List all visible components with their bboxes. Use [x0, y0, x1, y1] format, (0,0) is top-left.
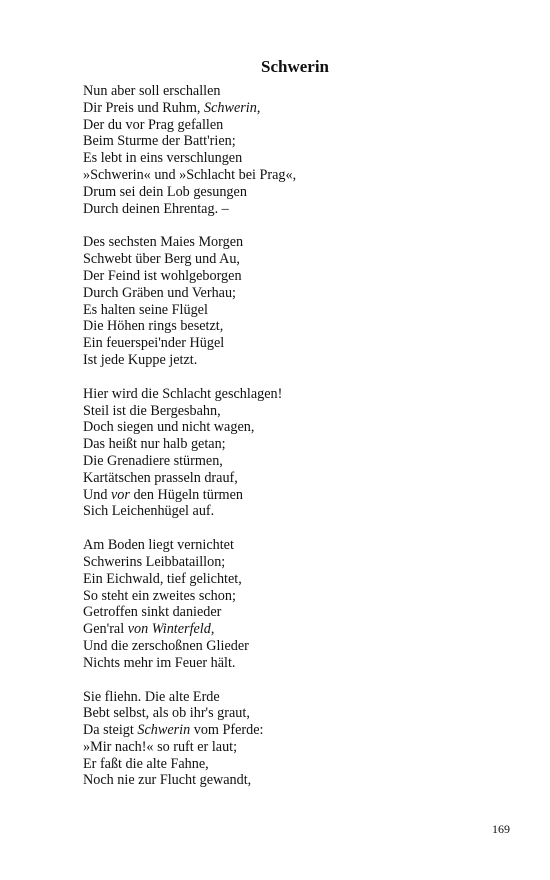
verse-text: Es halten seine Flügel [83, 301, 208, 318]
verse-text: Am Boden liegt vernichtet [83, 537, 234, 554]
verse-line [83, 403, 503, 420]
verse-line [83, 604, 503, 621]
verse-line [83, 772, 503, 789]
verse-text: Durch deinen Ehrentag. – [83, 200, 229, 217]
verse-line [83, 554, 503, 571]
verse-line [83, 335, 503, 352]
verse-line [83, 83, 503, 100]
italic-text: von Winterfeld [127, 621, 211, 638]
verse-text: Schwerins Leibbataillon; [83, 553, 226, 570]
verse-text: Nichts mehr im Feuer hält. [83, 654, 236, 671]
verse-text: Ein Eichwald, tief gelichtet, [83, 570, 242, 587]
verse-line [83, 571, 503, 588]
verse-text: Steil ist die Bergesbahn, [83, 402, 221, 419]
verse-line [83, 537, 503, 554]
verse-line [83, 453, 503, 470]
verse-line [83, 588, 503, 605]
verse-text: , [256, 99, 261, 116]
verse-text: Drum sei dein Lob gesungen [83, 183, 247, 200]
verse-text: Noch nie zur Flucht gewandt, [83, 772, 252, 789]
verse-text: Da steigt [83, 722, 138, 739]
verse-line [83, 436, 503, 453]
verse-text: Der du vor Prag gefallen [83, 116, 224, 133]
verse-line [83, 756, 503, 773]
verse-text: Das heißt nur halb getan; [83, 436, 226, 453]
stanza [83, 689, 503, 790]
verse-line [83, 352, 503, 369]
verse-line [83, 285, 503, 302]
verse-line [83, 268, 503, 285]
verse-text: »Mir nach!« so ruft er laut; [83, 738, 238, 755]
verse-line [83, 234, 503, 251]
verse-text: Ein feuerspei'nder Hügel [83, 335, 225, 352]
verse-text: Sie fliehn. Die alte Erde [83, 688, 220, 705]
verse-line [83, 167, 503, 184]
verse-text: Er faßt die alte Fahne, [83, 755, 209, 772]
verse-text: Des sechsten Maies Morgen [83, 234, 244, 251]
poem-body [83, 83, 503, 806]
verse-text: Es lebt in eins verschlungen [83, 150, 243, 167]
verse-line [83, 133, 503, 150]
stanza [83, 83, 503, 217]
verse-line [83, 705, 503, 722]
verse-line [83, 302, 503, 319]
verse-text: Die Höhen rings besetzt, [83, 318, 224, 335]
verse-text: Sich Leichenhügel auf. [83, 503, 215, 520]
italic-text: Schwerin [137, 722, 191, 739]
verse-text: Getroffen sinkt danieder [83, 604, 222, 621]
verse-line [83, 318, 503, 335]
verse-line [83, 117, 503, 134]
verse-text: Durch Gräben und Verhau; [83, 284, 236, 301]
verse-line [83, 655, 503, 672]
verse-line [83, 150, 503, 167]
verse-text: »Schwerin« und »Schlacht bei Prag«, [83, 166, 297, 183]
page-number: 169 [492, 822, 510, 836]
stanza [83, 386, 503, 520]
verse-text: Und [83, 486, 111, 503]
verse-line [83, 621, 503, 638]
poem-title: Schwerin [261, 57, 329, 76]
stanza [83, 234, 503, 368]
verse-text: Beim Sturme der Batt'rien; [83, 133, 236, 150]
verse-text: Ist jede Kuppe jetzt. [83, 351, 198, 368]
verse-text: So steht ein zweites schon; [83, 587, 236, 604]
verse-text: den Hügeln türmen [129, 486, 243, 503]
verse-text: Bebt selbst, als ob ihr's graut, [83, 705, 250, 722]
verse-text: , [210, 621, 215, 638]
verse-line [83, 739, 503, 756]
verse-text: Doch siegen und nicht wagen, [83, 419, 255, 436]
verse-text: Dir Preis und Ruhm, [83, 99, 204, 116]
verse-line [83, 638, 503, 655]
verse-text: Nun aber soll erschallen [83, 83, 221, 99]
verse-line [83, 419, 503, 436]
verse-line [83, 184, 503, 201]
verse-text: Gen'ral [83, 621, 128, 638]
verse-text: Die Grenadiere stürmen, [83, 452, 223, 469]
verse-line [83, 386, 503, 403]
stanza [83, 537, 503, 671]
verse-line [83, 689, 503, 706]
verse-text: Schwebt über Berg und Au, [83, 251, 240, 268]
verse-line [83, 722, 503, 739]
italic-text: vor [110, 486, 130, 503]
verse-line [83, 487, 503, 504]
verse-text: Kartätschen prasseln drauf, [83, 469, 238, 486]
verse-text: Und die zerschoßnen Glieder [83, 637, 249, 654]
verse-text: Der Feind ist wohlgeborgen [83, 267, 242, 284]
verse-line [83, 201, 503, 218]
verse-text: Hier wird die Schlacht geschlagen! [83, 385, 283, 402]
italic-text: Schwerin [204, 99, 257, 116]
verse-line [83, 100, 503, 117]
verse-line [83, 251, 503, 268]
verse-text: vom Pferde: [190, 722, 264, 739]
verse-line [83, 470, 503, 487]
verse-line [83, 503, 503, 520]
